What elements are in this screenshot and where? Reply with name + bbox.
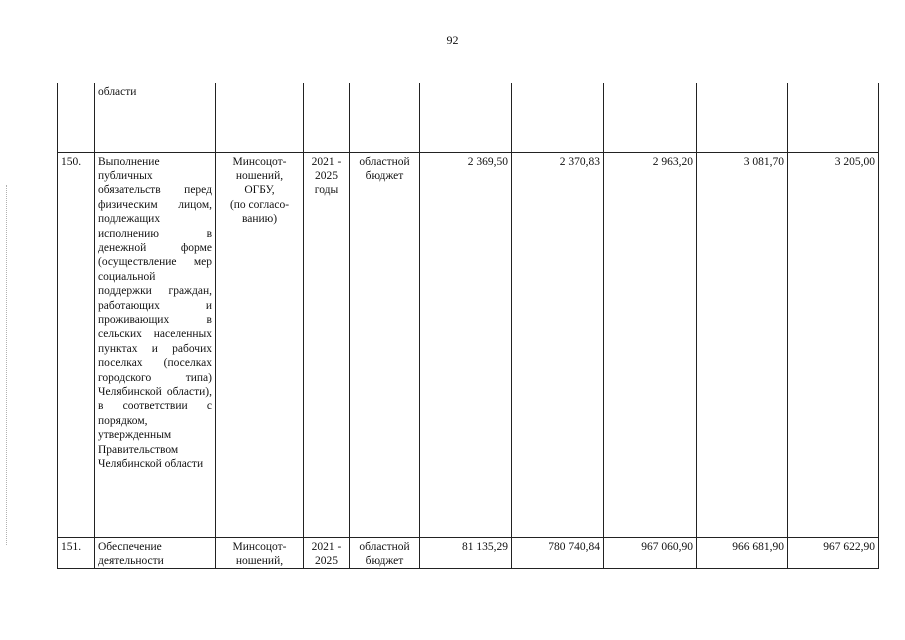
cell-value: 2 369,50 [420,152,512,537]
cell-value [697,83,788,152]
cell-value: 2 963,20 [604,152,697,537]
cell-value: 967 060,90 [604,537,697,569]
cell-value: 81 135,29 [420,537,512,569]
cell-value [512,83,604,152]
cell-source: областной бюджет [350,152,420,537]
cell-executor [216,83,304,152]
table-row-151 [58,537,879,569]
cell-name: Обеспечение деятельности [95,537,216,569]
scan-margin-mark [6,185,8,545]
cell-value [604,83,697,152]
cell-value: 3 205,00 [788,152,879,537]
cell-value: 967 622,90 [788,537,879,569]
budget-table [57,83,879,569]
page-number: 92 [446,33,459,47]
cell-num: 150. [58,152,95,537]
cell-name: Выполнение публичных обязательств перед физическим лицом, подлежащих исполнению в денежной форме (осуществление мер социальной поддержки граждан, работающих и проживающих в сельских населенных пунктах и рабочих поселках (поселках городского типа) Челябинской области), в соответствии с порядком, утвержденным Правительством Челябинской области [95,152,216,537]
cell-num [58,83,95,152]
cell-value: 2 370,83 [512,152,604,537]
cell-value [788,83,879,152]
cell-source [350,83,420,152]
cell-executor: Минсоцот- ношений, [216,537,304,569]
cell-value: 780 740,84 [512,537,604,569]
cell-name: области [95,83,216,152]
cell-value: 966 681,90 [697,537,788,569]
table-row-150 [58,152,879,537]
cell-value: 3 081,70 [697,152,788,537]
table-row-continuation [58,83,879,152]
cell-num: 151. [58,537,95,569]
cell-value [420,83,512,152]
cell-term [304,83,350,152]
cell-term: 2021 - 2025 [304,537,350,569]
cell-term: 2021 - 2025 годы [304,152,350,537]
cell-source: областной бюджет [350,537,420,569]
cell-executor: Минсоцот- ношений, ОГБУ, (по согласо- ванию) [216,152,304,537]
